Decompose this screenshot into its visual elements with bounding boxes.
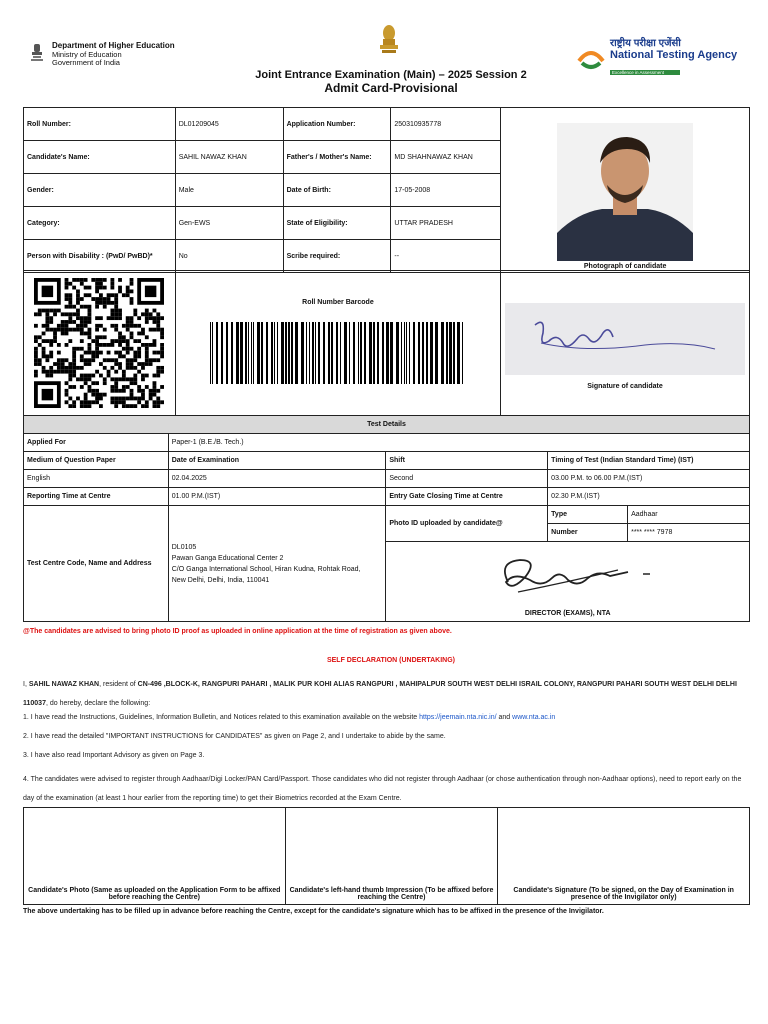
gender-value: Male — [175, 174, 283, 207]
nta-tagline: Excellence in Assessment — [610, 70, 680, 75]
self-declaration-heading: SELF DECLARATION (UNDERTAKING) — [326, 657, 456, 664]
pwd-value: No — [175, 240, 283, 273]
shift-label: Shift — [386, 452, 548, 470]
qr-cell — [24, 271, 176, 417]
centre-line3: New Delhi, Delhi, India, 110041 — [171, 576, 270, 584]
gate-closing-value: 02.30 P.M.(IST) — [548, 488, 750, 506]
state-value: UTTAR PRADESH — [391, 207, 501, 240]
undertaking-boxes — [23, 807, 750, 905]
applied-for-label: Applied For — [24, 434, 169, 452]
undertaking-footer: The above undertaking has to be filled up in advance before reaching the Centre, except for the candidate's signature which has to be affixed in the presence of the Invigilator. — [23, 908, 604, 915]
candidate-photo-box: Candidate's Photo (Same as uploaded on the Application Form to be affixed before reaching the Centre) — [24, 808, 286, 905]
id-number-label: Number — [548, 524, 628, 542]
director-signature — [468, 552, 668, 608]
scribe-label: Scribe required: — [283, 240, 391, 273]
national-emblem-icon — [28, 42, 46, 64]
test-centre-address — [168, 506, 386, 622]
decl-intro-b: , resident of — [99, 681, 138, 688]
barcode-cell — [175, 271, 500, 417]
photo-id-advisory: @The candidates are advised to bring photo ID proof as uploaded in online application at the time of registration as given above. — [23, 628, 452, 635]
barcode-label: Roll Number Barcode — [302, 299, 374, 306]
id-type-value: Aadhaar — [628, 506, 750, 524]
nta-link[interactable]: www.nta.ac.in — [512, 714, 556, 721]
ministry-header — [28, 42, 175, 68]
thumb-impression-box: Candidate's left-hand thumb Impression (To be affixed before reaching the Centre) — [285, 808, 498, 905]
declaration-point-1 — [23, 713, 753, 722]
roll-number-label: Roll Number: — [24, 108, 176, 141]
qr-code — [31, 278, 167, 408]
shift-value: Second — [386, 470, 548, 488]
decl-intro-a: I, — [23, 681, 29, 688]
exam-date-value: 02.04.2025 — [168, 470, 386, 488]
roll-number-value: DL01209045 — [175, 108, 283, 141]
dept-line2: Ministry of Education — [52, 49, 122, 59]
dept-line3: Government of India — [52, 58, 120, 67]
declaration-point-2: 2. I have read the detailed "IMPORTANT INSTRUCTIONS for CANDIDATES" as given on Page 2, and I undertake to abide by the same. — [23, 733, 446, 740]
gender-label: Gender: — [24, 174, 176, 207]
national-emblem-icon — [376, 24, 402, 58]
decl-intro-c: , do hereby, declare the following: — [45, 700, 151, 707]
medium-label: Medium of Question Paper — [24, 452, 169, 470]
application-number-value: 250310935778 — [391, 108, 501, 141]
signature-caption: Signature of candidate — [587, 383, 663, 390]
parent-name-label: Father's / Mother's Name: — [283, 141, 391, 174]
nta-english-name: National Testing Agency — [610, 49, 738, 61]
test-details-table — [23, 415, 750, 622]
gate-closing-label: Entry Gate Closing Time at Centre — [386, 488, 548, 506]
timing-label: Timing of Test (Indian Standard Time) (IST) — [548, 452, 750, 470]
dob-label: Date of Birth: — [283, 174, 391, 207]
candidate-name-value: SAHIL NAWAZ KHAN — [175, 141, 283, 174]
candidate-signature-box: Candidate's Signature (To be signed, on the Day of Examination in presence of the Invigilator only) — [498, 808, 750, 905]
decl-address: CN-496 ,BLOCK-K, RANGPURI PAHARI , MALIK PUR KOHI ALIAS RANGPURI , MAHIPALPUR SOUTH WEST DELHI ISRAIL COLONY, RANGPURI PAHARI SOUTH WEST DELHI DELHI 110037 — [23, 681, 737, 707]
centre-line1: Pawan Ganga Educational Center 2 — [171, 554, 284, 562]
exam-title: Joint Entrance Examination (Main) – 2025 Session 2 — [255, 69, 527, 81]
pwd-label: Person with Disability : (PwD/ PwBD)* — [24, 240, 176, 273]
dob-value: 17-05-2008 — [391, 174, 501, 207]
card-title: Admit Card-Provisional — [324, 81, 458, 95]
photo-caption: Photograph of candidate — [583, 263, 667, 270]
reporting-time-label: Reporting Time at Centre — [24, 488, 169, 506]
timing-value: 03.00 P.M. to 06.00 P.M.(IST) — [548, 470, 750, 488]
jeemain-link[interactable]: https://jeemain.nta.nic.in/ — [419, 714, 497, 721]
medium-value: English — [24, 470, 169, 488]
roll-number-barcode — [208, 322, 468, 384]
director-signature-cell — [386, 542, 750, 622]
codes-table — [23, 270, 750, 417]
candidate-photo — [557, 123, 693, 261]
declaration-point-4: 4. The candidates were advised to register through Aadhaar/Digi Locker/PAN Card/Passport. Those candidates who did not register through Aadhaar (or chose authentication through non-Aadhaar options), need to report early on the day of the examination (at least 1 hour earlier from the reporting time) to get their Biometrics recorded at the Exam Centre. — [23, 776, 742, 802]
test-details-heading: Test Details — [24, 416, 750, 434]
candidate-name-label: Candidate's Name: — [24, 141, 176, 174]
dept-line1: Department of Higher Education — [52, 41, 175, 50]
id-number-value: **** **** 7978 — [628, 524, 750, 542]
category-label: Category: — [24, 207, 176, 240]
centre-code: DL0105 — [171, 543, 197, 551]
declaration-intro — [23, 675, 753, 713]
test-centre-label: Test Centre Code, Name and Address — [24, 506, 169, 622]
category-value: Gen-EWS — [175, 207, 283, 240]
state-label: State of Eligibility: — [283, 207, 391, 240]
parent-name-value: MD SHAHNAWAZ KHAN — [391, 141, 501, 174]
photo-id-label: Photo ID uploaded by candidate@ — [386, 506, 548, 542]
point1-and: and — [496, 714, 513, 721]
candidate-photo-cell — [501, 108, 750, 273]
point1-text: 1. I have read the Instructions, Guidelines, Information Bulletin, and Notices related to this examination available on the website — [23, 714, 420, 721]
reporting-time-value: 01.00 P.M.(IST) — [168, 488, 386, 506]
application-number-label: Application Number: — [283, 108, 391, 141]
director-label: DIRECTOR (EXAMS), NTA — [524, 610, 611, 617]
exam-date-label: Date of Examination — [168, 452, 386, 470]
nta-logo-icon — [576, 47, 606, 71]
scribe-value: -- — [391, 240, 501, 273]
candidate-details-table — [23, 107, 750, 273]
signature-cell — [501, 271, 750, 417]
id-type-label: Type — [548, 506, 628, 524]
centre-line2: C/O Ganga International School, Hiran Kudna, Rohtak Road, — [171, 565, 361, 573]
decl-name: SAHIL NAWAZ KHAN — [28, 681, 100, 688]
declaration-point-3: 3. I have also read Important Advisory as given on Page 3. — [23, 752, 205, 759]
candidate-signature — [505, 303, 745, 375]
applied-for-value: Paper-1 (B.E./B. Tech.) — [168, 434, 749, 452]
nta-hindi-name: राष्ट्रीय परीक्षा एजेंसी — [610, 38, 681, 49]
